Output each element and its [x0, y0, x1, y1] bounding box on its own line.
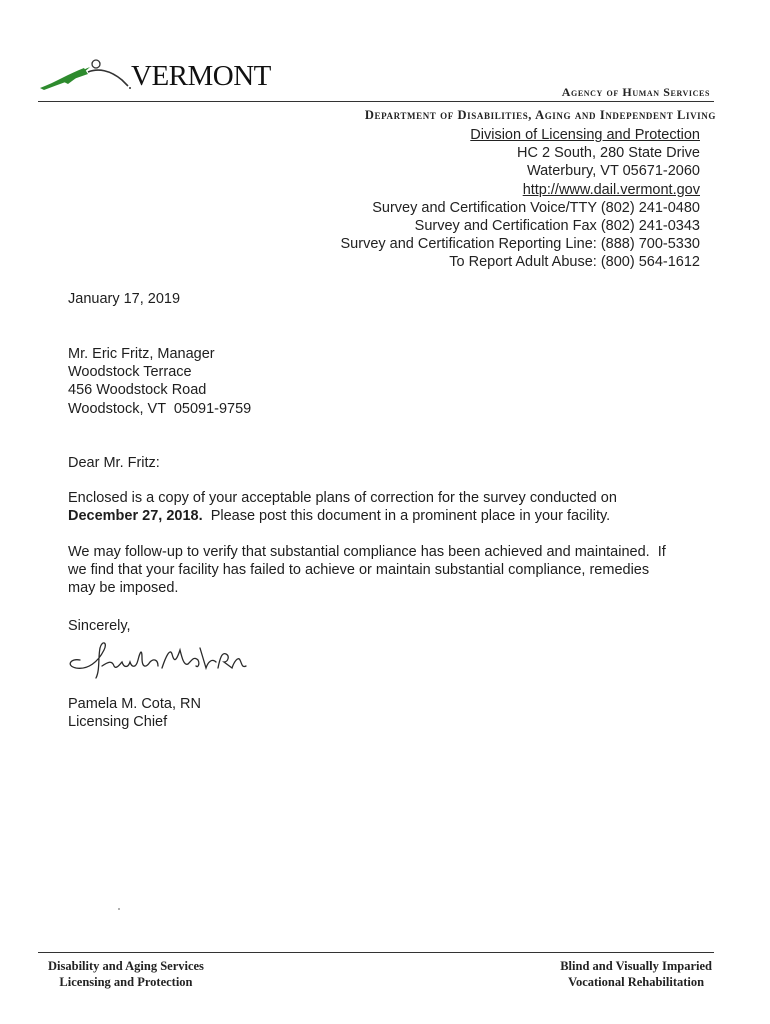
footer-left-line: Licensing and Protection — [59, 975, 193, 989]
website-link[interactable]: http://www.dail.vermont.gov — [522, 181, 700, 198]
footer-right-line: Vocational Rehabilitation — [568, 975, 705, 989]
reporting-line: Survey and Certification Reporting Line: (888) 700-5330 — [340, 236, 700, 253]
scan-speck — [118, 908, 120, 910]
recipient-line: Woodstock Terrace — [68, 364, 192, 381]
footer-right-line: Blind and Visually Imparied — [560, 959, 712, 973]
survey-date: December 27, 2018. — [68, 508, 203, 525]
paragraph-enclosure — [68, 489, 718, 525]
handwritten-signature — [62, 638, 252, 686]
closing: Sincerely, — [68, 618, 131, 634]
paragraph-text: we find that your facility has failed to achieve or maintain substantial compliance, remedies — [68, 562, 650, 579]
header-divider — [38, 101, 714, 102]
signer-name: Pamela M. Cota, RN — [68, 696, 201, 712]
recipient-address — [68, 345, 718, 418]
paragraph-follow-up — [68, 543, 718, 598]
recipient-line: Mr. Eric Fritz, Manager — [68, 346, 215, 362]
recipient-line: 456 Woodstock Road — [68, 382, 207, 399]
paragraph-text — [68, 507, 718, 525]
signer-block — [68, 695, 718, 731]
adult-abuse-line: To Report Adult Abuse: (800) 564-1612 — [449, 254, 700, 271]
address-block — [341, 126, 701, 272]
footer-left-line: Disability and Aging Services — [48, 959, 204, 973]
agency-name: Agency of Human Services — [561, 85, 710, 99]
division-name: Division of Licensing and Protection — [470, 127, 700, 143]
paragraph-text: Enclosed is a copy of your acceptable plans of correction for the survey conducted on — [68, 490, 617, 506]
footer-left — [48, 958, 204, 990]
signer-title: Licensing Chief — [68, 714, 168, 731]
footer-divider — [38, 952, 714, 953]
address-city: Waterbury, VT 05671-2060 — [526, 163, 700, 180]
logo-wordmark: VERMONT — [131, 60, 271, 92]
paragraph-text: We may follow-up to verify that substantial compliance has been achieved and maintained. If — [68, 544, 666, 560]
letter-date: January 17, 2019 — [68, 291, 181, 307]
paragraph-text: Please post this document in a prominent place in your facility. — [210, 508, 611, 525]
recipient-line: Woodstock, VT 05091-9759 — [68, 400, 252, 417]
address-street: HC 2 South, 280 State Drive — [517, 145, 700, 162]
voice-tty-line: Survey and Certification Voice/TTY (802) 241-0480 — [372, 199, 700, 216]
fax-line: Survey and Certification Fax (802) 241-0343 — [414, 218, 700, 235]
salutation: Dear Mr. Fritz: — [68, 455, 160, 471]
footer-right — [560, 958, 712, 990]
paragraph-text: may be imposed. — [68, 580, 179, 597]
department-name: Department of Disabilities, Aging and Independent Living — [364, 108, 716, 122]
